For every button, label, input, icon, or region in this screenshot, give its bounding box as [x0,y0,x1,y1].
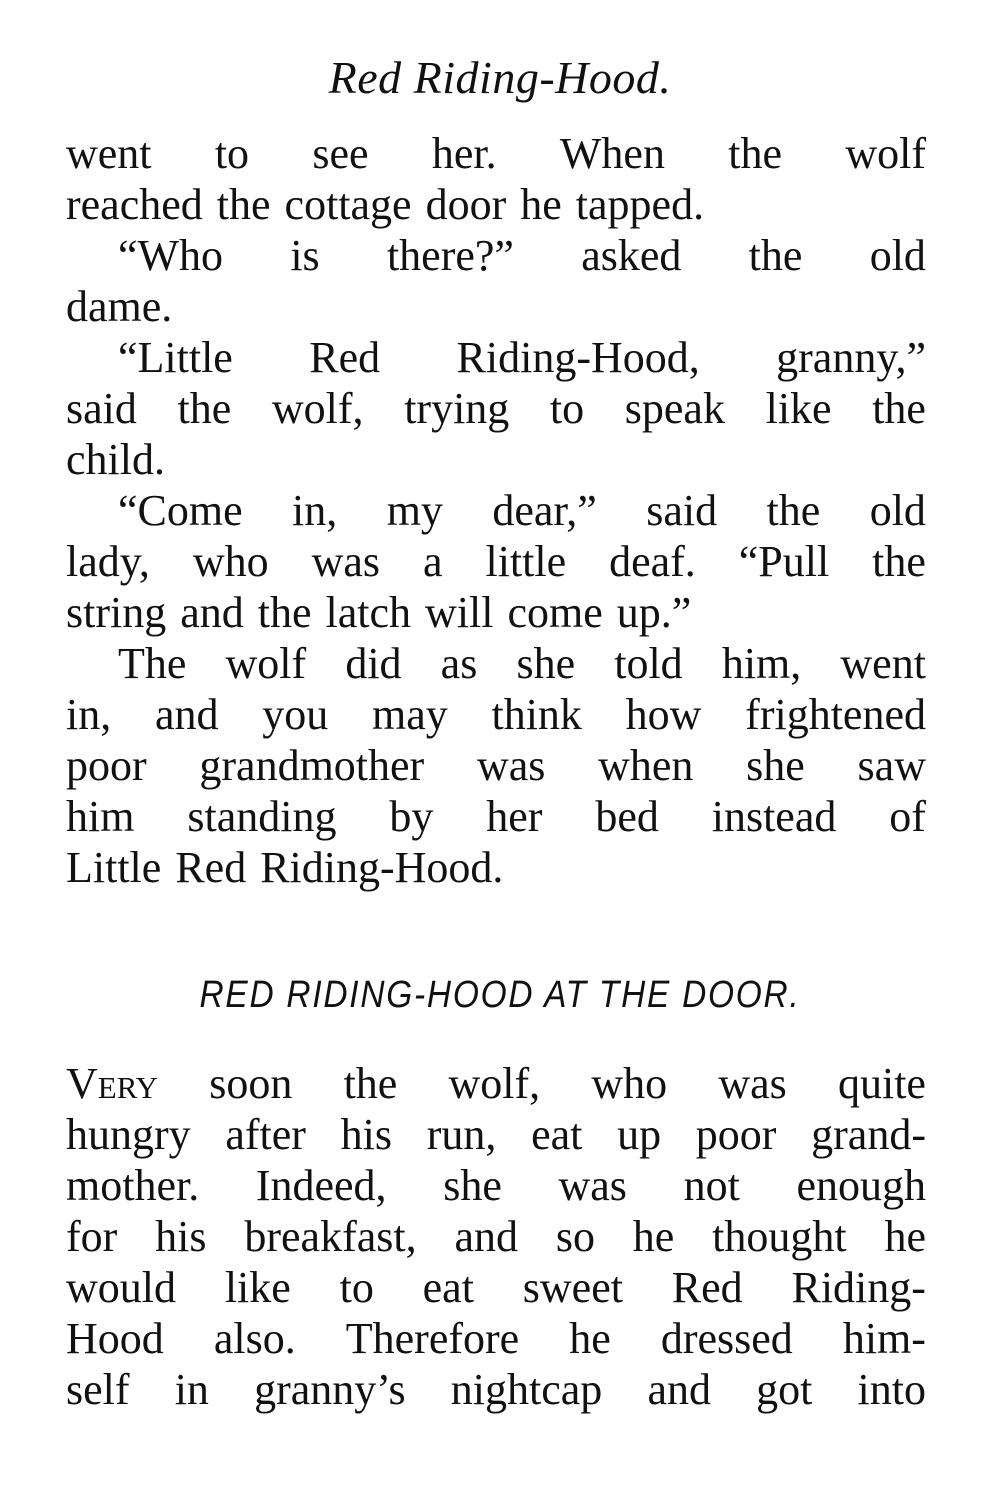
word: her [486,792,543,841]
word: Red [175,843,247,892]
running-head: Red Riding-Hood. [328,52,672,103]
word: the [872,384,926,433]
text-line [66,383,926,434]
word: the [872,537,926,586]
word: she [516,639,576,688]
text-line [66,1313,926,1364]
word: his [340,1110,393,1159]
word: speak [624,384,725,433]
word: door [425,180,507,229]
word: soon [209,1059,293,1108]
word: hungry [66,1110,191,1159]
text-line [66,638,926,689]
word: to [214,129,250,178]
word: he [884,1212,926,1261]
text-block-1 [66,128,926,893]
text-line [66,434,926,485]
word: of [889,792,926,841]
word: in, [66,690,112,739]
text-line [66,332,926,383]
word: latch [325,588,412,637]
word: his [155,1212,207,1261]
word: told [614,639,683,688]
text-block-2 [66,1058,926,1415]
word: grand- [811,1110,926,1159]
word: not [683,1161,740,1210]
word: think [491,690,582,739]
word: said [646,486,718,535]
word: went [840,639,926,688]
word: would [66,1263,176,1312]
word: did [345,639,402,688]
word: the [728,129,783,178]
word: Therefore [345,1314,520,1363]
word: dear,” [492,486,597,535]
word: Red [309,333,381,382]
word: there?” [386,231,514,280]
word: he [569,1314,611,1363]
word: wolf [225,639,307,688]
text-line [66,842,926,893]
word: little [485,537,567,586]
word: by [389,792,434,841]
word: and [454,1212,518,1261]
word: got [756,1365,813,1414]
word: tapped. [575,180,705,229]
word: breakfast, [244,1212,417,1261]
text-line [66,128,926,179]
word: you [262,690,329,739]
word: dame. [66,282,173,331]
word: sweet [522,1263,623,1312]
text-line [66,1109,926,1160]
word: “Pull [738,537,830,586]
word: old [869,486,926,535]
word: as [440,639,478,688]
word: dressed [660,1314,793,1363]
word: lady, [66,537,150,586]
text-line [66,230,926,281]
word: also. [213,1314,296,1363]
word: poor [66,741,147,790]
word: and [180,588,244,637]
word: saw [857,741,926,790]
word: wolf, [448,1059,541,1108]
word: she [443,1161,502,1210]
word: Hood [66,1314,164,1363]
word: was [311,537,381,586]
word: so [555,1212,595,1261]
word: run, [426,1110,497,1159]
word: instead [711,792,837,841]
word: he [632,1212,675,1261]
word: Indeed, [255,1161,387,1210]
word: and [647,1365,711,1414]
text-line [66,1364,926,1415]
word: asked [581,231,682,280]
word: frightened [745,690,926,739]
word: see [312,129,369,178]
word: went [66,129,152,178]
word: who [192,537,269,586]
word: him- [842,1314,926,1363]
word: Red [671,1263,743,1312]
word: may [371,690,448,739]
word: The [118,639,187,688]
word: her. [431,129,497,178]
word: like [224,1263,291,1312]
word: old [869,231,926,280]
word: the [257,588,312,637]
word: was [476,741,546,790]
word: and [154,690,219,739]
word: like [765,384,832,433]
word: Riding- [791,1263,926,1312]
word: him, [721,639,802,688]
text-line [66,281,926,332]
word: the [343,1059,398,1108]
text-line [66,536,926,587]
word: bed [595,792,659,841]
word: Riding-Hood, [456,333,700,382]
word: quite [837,1059,926,1108]
word: standing [187,792,337,841]
word: reached [66,180,203,229]
word: when [598,741,694,790]
word: wolf [845,129,926,178]
word: a [422,537,443,586]
word: how [625,690,702,739]
word: Very [66,1059,159,1108]
word: string [66,588,167,637]
word: trying [404,384,510,433]
text-line [66,1211,926,1262]
word: thought [712,1212,847,1261]
word: mother. [66,1161,200,1210]
text-line [66,1262,926,1313]
text-line [66,1160,926,1211]
word: in, [292,486,338,535]
word: wolf, [271,384,364,433]
word: my [386,486,443,535]
text-line [66,179,926,230]
word: was [558,1161,627,1210]
word: Little [66,843,162,892]
word: the [748,231,803,280]
word: will [425,588,494,637]
word: the [177,384,232,433]
word: Riding-Hood. [260,843,504,892]
word: up [617,1110,662,1159]
word: she [746,741,805,790]
word: said [66,384,137,433]
word: deaf. [609,537,696,586]
text-line [66,689,926,740]
word: after [225,1110,306,1159]
word: “Little [118,333,233,382]
section-heading: RED RIDING-HOOD AT THE DOOR. [199,974,801,1016]
word: cottage [284,180,412,229]
word: granny’s [254,1365,406,1414]
word: “Come [118,486,243,535]
word: was [718,1059,787,1108]
word: come [507,588,603,637]
word: the [766,486,821,535]
word: up.” [616,588,692,637]
word: he [520,180,562,229]
word: who [591,1059,668,1108]
word: for [66,1212,118,1261]
word: is [290,231,320,280]
word: “Who [118,231,224,280]
text-line [66,485,926,536]
word: the [216,180,271,229]
word: eat [531,1110,583,1159]
word: When [559,129,665,178]
word: into [857,1365,926,1414]
word: granny,” [776,333,926,382]
text-line [66,791,926,842]
word: nightcap [450,1365,603,1414]
text-line [66,587,926,638]
word: to [549,384,585,433]
word: poor [695,1110,777,1159]
word: child. [66,435,165,484]
word: self [66,1365,130,1414]
word: in [174,1365,209,1414]
word: him [66,792,135,841]
word: eat [422,1263,474,1312]
text-line [66,740,926,791]
word: grandmother [199,741,425,790]
text-line [66,1058,926,1109]
word: to [339,1263,374,1312]
word: enough [796,1161,926,1210]
